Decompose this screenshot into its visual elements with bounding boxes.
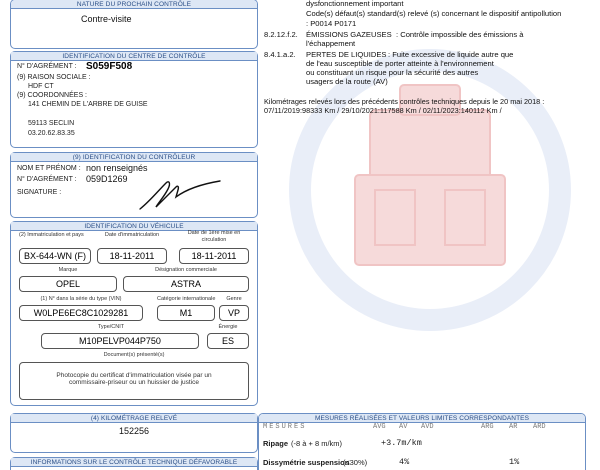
docs-text-2: commissaire-priseur ou un huissier de justice	[68, 379, 200, 386]
docs-text-1: Photocopie du certificat d'immatriculation visée par un	[56, 372, 212, 379]
reg-date-caption: Date d'immatriculation	[104, 232, 160, 238]
vin-field: W0LPE6EC8C1029281	[19, 305, 143, 321]
controller-header: (9) IDENTIFICATION DU CONTRÔLEUR	[11, 153, 257, 162]
next-visit-value: Contre-visite	[81, 14, 132, 24]
controller-name-value: non renseignés	[86, 163, 148, 173]
defect-item2-title: ÉMISSIONS GAZEUSES	[306, 30, 392, 39]
suspension-label: Dissymétrie suspension	[263, 458, 350, 467]
suspension-limit: (≤30%)	[343, 458, 368, 467]
defect-line-1: dysfonctionnement important	[306, 0, 404, 8]
vehicle-panel	[10, 221, 258, 406]
defect-item3-text-3: ou constituant un risque pour la sécurité des autres	[306, 68, 479, 77]
unfavourable-info-panel	[10, 457, 258, 470]
controller-agreement-label: N° D'AGRÉMENT :	[17, 176, 77, 183]
controller-panel	[10, 152, 258, 218]
defect-item3-title: PERTES DE LIQUIDES	[306, 50, 387, 59]
defect-item2-text-2: l'échappement	[306, 39, 356, 48]
defect-item2-code: 8.2.12.f.2.	[264, 30, 298, 39]
type-field: M10PELVP044P750	[41, 333, 199, 349]
ripage-value: +3.7m/km	[381, 438, 422, 448]
defect-item3-text-2: de l'eau susceptible de porter atteinte à l'environnement	[306, 59, 494, 68]
defect-item2-text-1: : Contrôle impossible des émissions à	[396, 30, 524, 39]
genre-field: VP	[219, 305, 249, 321]
genre-caption: Genre	[226, 296, 242, 302]
measures-col-ar: AR	[509, 423, 518, 431]
measures-col-ard: ARD	[533, 423, 546, 431]
suspension-front-value: 4%	[399, 457, 410, 467]
history-line-2: 07/11/2019:98333 Km / 29/10/2021:117588 Km / 02/11/2023:140112 Km /	[264, 106, 502, 115]
ripage-limit: (-8 à + 8 m/km)	[291, 439, 343, 448]
coords-label: (9) COORDONNÉES :	[17, 92, 88, 99]
measurements-header: MESURES RÉALISÉES ET VALEURS LIMITES CORRESPONDANTES	[259, 414, 585, 423]
controller-agreement-value: 059D1269	[86, 174, 128, 184]
center-agreement-value: S059F508	[86, 61, 133, 72]
measures-col-title: MESURES	[263, 423, 307, 431]
defect-item3-text-4: usagers de la route (AV)	[306, 77, 388, 86]
controller-name-label: NOM ET PRÉNOM :	[17, 165, 81, 172]
category-field: M1	[157, 305, 215, 321]
brand-caption: Marque	[58, 267, 78, 273]
defect-line-3: : P0014 P0171	[306, 19, 357, 28]
measures-col-av: AV	[399, 423, 408, 431]
defect-line-2: Code(s) défaut(s) standard(s) relevé (s) concernant le dispositif antipollution	[306, 9, 562, 18]
center-header: IDENTIFICATION DU CENTRE DE CONTRÔLE	[11, 52, 257, 61]
center-phone: 03.20.62.83.35	[28, 130, 75, 137]
next-visit-header: NATURE DU PROCHAIN CONTRÔLE	[11, 0, 257, 9]
measures-col-avd: AVD	[421, 423, 434, 431]
vin-caption: (1) N° dans la série du type (VIN)	[40, 296, 122, 302]
company-value: HDF CT	[28, 83, 54, 90]
unfavourable-info-header: INFORMATIONS SUR LE CONTRÔLE TECHNIQUE DÉFAVORABLE	[11, 458, 257, 467]
mileage-header: (4) KILOMÉTRAGE RELEVÉ	[11, 414, 257, 423]
measurements-panel	[258, 413, 586, 470]
vehicle-header: IDENTIFICATION DU VÉHICULE	[11, 222, 257, 231]
center-panel	[10, 51, 258, 148]
first-circ-field: 18-11-2011	[179, 248, 249, 264]
type-caption: Type/CNIT	[97, 324, 125, 330]
docs-caption: Document(s) présenté(s)	[103, 352, 165, 358]
signature-image	[136, 171, 226, 213]
mileage-panel	[10, 413, 258, 453]
measures-col-avg: AVG	[373, 423, 386, 431]
model-field: ASTRA	[123, 276, 249, 292]
category-caption: Catégorie internationale	[157, 296, 216, 302]
brand-field: OPEL	[19, 276, 117, 292]
defect-item3-text-1: : Fuite excessive de liquide autre que	[388, 50, 514, 59]
signature-label: SIGNATURE :	[17, 189, 62, 196]
defect-item3-code: 8.4.1.a.2.	[264, 50, 296, 59]
company-label: (9) RAISON SOCIALE :	[17, 74, 91, 81]
history-line-1: Kilométrages relevés lors des précédents contrôles techniques depuis le 20 mai 2018 :	[264, 97, 545, 106]
reg-date-field: 18-11-2011	[97, 248, 167, 264]
center-agreement-label: N° D'AGRÉMENT :	[17, 63, 77, 70]
mileage-value: 152256	[119, 426, 150, 436]
plate-caption: (2) Immatriculation et pays	[19, 232, 84, 238]
energy-field: ES	[207, 333, 249, 349]
center-address: 141 CHEMIN DE L'ARBRE DE GUISE	[28, 101, 148, 108]
suspension-rear-value: 1%	[509, 457, 520, 467]
next-visit-panel	[10, 0, 258, 49]
plate-field: BX-644-WN (F)	[19, 248, 91, 264]
model-caption: Désignation commerciale	[155, 267, 217, 273]
docs-box	[19, 362, 249, 400]
ripage-label: Ripage	[263, 439, 289, 448]
center-city: 59113 SECLIN	[28, 120, 75, 127]
energy-caption: Énergie	[218, 324, 238, 330]
first-circ-caption: Date de 1ère mise en circulation	[187, 230, 241, 243]
measures-col-arg: ARG	[481, 423, 494, 431]
